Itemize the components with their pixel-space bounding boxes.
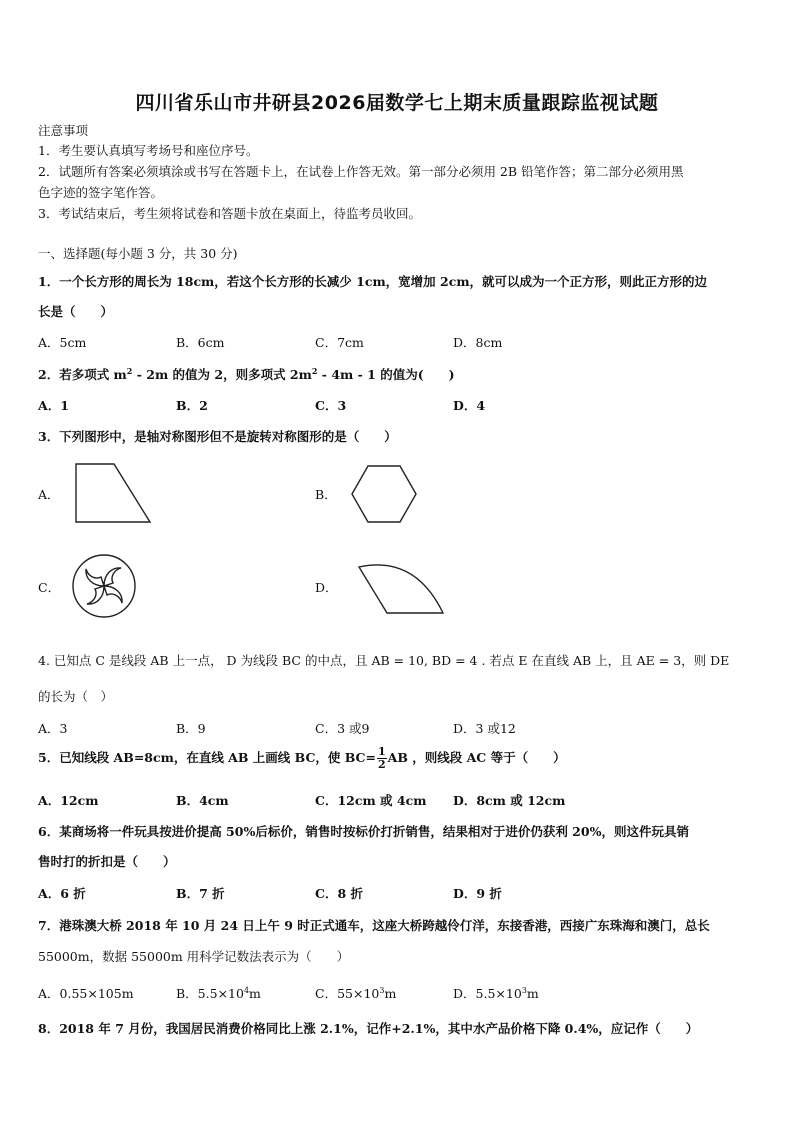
q7-option-c [315, 984, 396, 1002]
question-4-stem: 4. 已知点 C 是线段 AB 上一点， D 为线段 BC 的中点，且 AB = 10, BD = 4 . 若点 E 在直线 AB 上，且 AE = 3，则 DE [38, 653, 730, 668]
q1-option-c: C．7cm [315, 335, 364, 350]
page-title: 四川省乐山市井研县2026届数学七上期末质量跟踪监视试题 [135, 92, 659, 114]
q6-option-b: B．7 折 [176, 886, 225, 901]
question-6-stem: 6．某商场将一件玩具按进价提高 50%后标价，销售时按标价打折销售，结果相对于进价仍获利 20%，则这件玩具销 [38, 824, 689, 839]
q2-option-c: C．3 [315, 398, 347, 413]
q7-b-base: B．5.5×10 [176, 986, 244, 1001]
q2-stem-b: - 2m 的值为 2，则多项式 2m [132, 367, 312, 382]
q4-option-c: C．3 或9 [315, 721, 370, 736]
q6-option-c: C．8 折 [315, 886, 363, 901]
q4-option-b: B．9 [176, 721, 206, 736]
q7-d-base: D．5.5×10 [453, 986, 522, 1001]
q5-stem-b: AB ，则线段 AC 等于（ ） [387, 750, 566, 765]
note-item: 1．考生要认真填写考场号和座位序号。 [38, 143, 259, 158]
q7-c-base: C．55×10 [315, 986, 380, 1001]
trapezoid-figure [74, 462, 154, 526]
q1-option-b: B．6cm [176, 335, 225, 350]
notes-heading: 注意事项 [38, 123, 89, 138]
section-heading: 一、选择题(每小题 3 分，共 30 分) [38, 246, 238, 261]
q6-option-a: A．6 折 [38, 886, 86, 901]
note-item: 色字迹的签字笔作答。 [38, 185, 164, 200]
q5-option-a: A．12cm [38, 793, 99, 808]
question-1-stem-cont: 长是（ ） [38, 304, 114, 319]
q6-option-d: D．9 折 [453, 886, 502, 901]
q5-option-c: C．12cm 或 4cm [315, 793, 427, 808]
q7-option-a: A．0.55×105m [38, 986, 134, 1001]
question-7-stem-cont: 55000m，数据 55000m 用科学记数法表示为（ ） [38, 949, 350, 964]
hexagon-figure [350, 464, 420, 524]
q2-sup-1: 2 [126, 365, 133, 376]
fraction-denominator: 2 [377, 758, 386, 771]
q7-option-d [453, 984, 539, 1002]
q2-option-b: B．2 [176, 398, 208, 413]
q5-stem-a: 5．已知线段 AB=8cm，在直线 AB 上画线 BC，使 BC= [38, 750, 376, 765]
q4-option-d: D．3 或12 [453, 721, 516, 736]
q4-option-a: A．3 [38, 721, 68, 736]
q5-option-b: B．4cm [176, 793, 229, 808]
q7-c-unit: m [384, 986, 397, 1001]
q2-option-a: A．1 [38, 398, 69, 413]
note-item: 3．考试结束后，考生须将试卷和答题卡放在桌面上，待监考员收回。 [38, 206, 421, 221]
question-1-stem: 1．一个长方形的周长为 18cm，若这个长方形的长减少 1cm，宽增加 2cm，就可以成为一个正方形，则此正方形的边 [38, 274, 708, 289]
q7-c-exponent: 3 [379, 985, 385, 995]
q3-label-d: D． [315, 580, 338, 595]
fraction-numerator: 1 [377, 745, 386, 758]
q7-d-exponent: 3 [521, 985, 527, 995]
question-3-stem: 3．下列图形中，是轴对称图形但不是旋转对称图形的是（ ） [38, 429, 397, 444]
q2-option-d: D．4 [453, 398, 486, 413]
q2-sup-2: 2 [311, 365, 318, 376]
q1-option-a: A．5cm [38, 335, 87, 350]
q2-stem-a: 2．若多项式 m [38, 367, 127, 382]
q3-label-b: B． [315, 487, 337, 502]
q7-option-b [176, 984, 261, 1002]
q7-b-exponent: 4 [243, 985, 250, 995]
q7-d-unit: m [526, 986, 539, 1001]
note-item: 2．试题所有答案必须填涂或书写在答题卡上，在试卷上作答无效。第一部分必须用 2B 铅笔作答；第二部分必须用黑 [38, 164, 684, 179]
one-half-fraction [377, 746, 387, 771]
question-5-stem [38, 746, 566, 771]
q2-stem-c: - 4m - 1 的值为( ) [317, 367, 455, 382]
question-7-stem: 7．港珠澳大桥 2018 年 10 月 24 日上午 9 时正式通车，这座大桥跨越伶仃洋，东接香港，西接广东珠海和澳门，总长 [38, 918, 710, 933]
q3-label-c: C． [38, 580, 61, 595]
question-6-stem-cont: 售时打的折扣是（ ） [38, 854, 176, 869]
pinwheel-circle-figure [71, 553, 137, 619]
question-8-stem: 8．2018 年 7 月份，我国居民消费价格同比上涨 2.1%，记作+2.1%，其中水产品价格下降 0.4%，应记作（ ） [38, 1021, 699, 1036]
question-2-stem [38, 365, 455, 383]
q5-option-d: D．8cm 或 12cm [453, 793, 566, 808]
q3-label-a: A． [38, 487, 60, 502]
q1-option-d: D．8cm [453, 335, 503, 350]
sector-figure [355, 557, 447, 617]
question-4-stem-cont: 的长为（ ） [38, 689, 114, 704]
q7-b-unit: m [249, 986, 261, 1001]
